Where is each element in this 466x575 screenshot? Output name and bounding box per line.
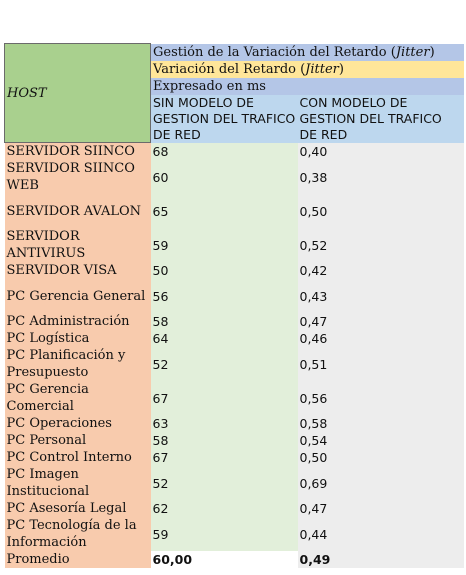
value-without-model: 58 <box>151 313 298 330</box>
value-without-model: 59 <box>151 517 298 551</box>
value-without-model: 60 <box>151 160 298 194</box>
table-row <box>5 228 464 262</box>
table-row <box>5 160 464 194</box>
average-row <box>5 551 464 568</box>
host-cell: SERVIDOR SIINCO WEB <box>5 160 151 194</box>
table-subtitle-emphasis: Jitter <box>305 61 339 77</box>
host-column-header: HOST <box>5 44 151 143</box>
host-cell: SERVIDOR AVALON <box>5 194 151 228</box>
value-without-model: 58 <box>151 432 298 449</box>
value-without-model: 56 <box>151 279 298 313</box>
value-with-model: 0,38 <box>298 160 464 194</box>
value-without-model: 52 <box>151 466 298 500</box>
table-title <box>151 44 464 61</box>
host-cell: PC Tecnología de la Información <box>5 517 151 551</box>
table-row <box>5 500 464 517</box>
column-header-with-model: CON MODELO DE GESTION DEL TRAFICO DE RED <box>298 95 464 143</box>
value-with-model: 0,40 <box>298 143 464 161</box>
value-without-model: 67 <box>151 449 298 466</box>
value-with-model: 0,58 <box>298 415 464 432</box>
value-without-model: 64 <box>151 330 298 347</box>
value-with-model: 0,50 <box>298 194 464 228</box>
value-with-model: 0,51 <box>298 347 464 381</box>
table-row <box>5 415 464 432</box>
host-cell: PC Personal <box>5 432 151 449</box>
value-with-model: 0,47 <box>298 500 464 517</box>
value-without-model: 68 <box>151 143 298 161</box>
host-cell: PC Operaciones <box>5 415 151 432</box>
value-without-model: 59 <box>151 228 298 262</box>
host-cell: PC Asesoría Legal <box>5 500 151 517</box>
host-cell: SERVIDOR VISA <box>5 262 151 279</box>
average-without-model: 60,00 <box>151 551 298 568</box>
host-cell: PC Gerencia General <box>5 279 151 313</box>
table-row <box>5 330 464 347</box>
table-row <box>5 466 464 500</box>
jitter-table <box>4 43 464 568</box>
value-with-model: 0,44 <box>298 517 464 551</box>
table-row <box>5 279 464 313</box>
host-cell: SERVIDOR ANTIVIRUS <box>5 228 151 262</box>
table-subtitle-text: Variación del Retardo ( <box>153 61 306 77</box>
table-row <box>5 381 464 415</box>
value-without-model: 52 <box>151 347 298 381</box>
jitter-table-container <box>4 43 463 568</box>
table-row <box>5 143 464 161</box>
value-with-model: 0,52 <box>298 228 464 262</box>
value-with-model: 0,69 <box>298 466 464 500</box>
table-row <box>5 517 464 551</box>
table-title-emphasis: Jitter <box>395 44 430 60</box>
table-title-text: Gestión de la Variación del Retardo ( <box>153 44 396 60</box>
average-with-model: 0,49 <box>298 551 464 568</box>
value-with-model: 0,42 <box>298 262 464 279</box>
value-without-model: 67 <box>151 381 298 415</box>
value-with-model: 0,47 <box>298 313 464 330</box>
units-label: Expresado en ms <box>151 78 464 95</box>
table-subtitle-end: ) <box>338 61 344 77</box>
host-cell: SERVIDOR SIINCO <box>5 143 151 161</box>
column-header-without-model: SIN MODELO DE GESTION DEL TRAFICO DE RED <box>151 95 298 143</box>
average-label: Promedio <box>5 551 151 568</box>
value-with-model: 0,56 <box>298 381 464 415</box>
host-cell: PC Gerencia Comercial <box>5 381 151 415</box>
host-cell: PC Planificación y Presupuesto <box>5 347 151 381</box>
table-row <box>5 262 464 279</box>
table-row <box>5 194 464 228</box>
table-subtitle <box>151 61 464 78</box>
value-without-model: 50 <box>151 262 298 279</box>
value-with-model: 0,54 <box>298 432 464 449</box>
table-row <box>5 432 464 449</box>
host-cell: PC Administración <box>5 313 151 330</box>
table-row <box>5 313 464 330</box>
jitter-table-body <box>5 44 464 569</box>
value-with-model: 0,50 <box>298 449 464 466</box>
value-with-model: 0,43 <box>298 279 464 313</box>
value-without-model: 63 <box>151 415 298 432</box>
table-title-end: ) <box>429 44 435 60</box>
host-cell: PC Logística <box>5 330 151 347</box>
table-row <box>5 449 464 466</box>
value-without-model: 62 <box>151 500 298 517</box>
table-row <box>5 347 464 381</box>
host-cell: PC Control Interno <box>5 449 151 466</box>
host-cell: PC Imagen Institucional <box>5 466 151 500</box>
value-without-model: 65 <box>151 194 298 228</box>
value-with-model: 0,46 <box>298 330 464 347</box>
